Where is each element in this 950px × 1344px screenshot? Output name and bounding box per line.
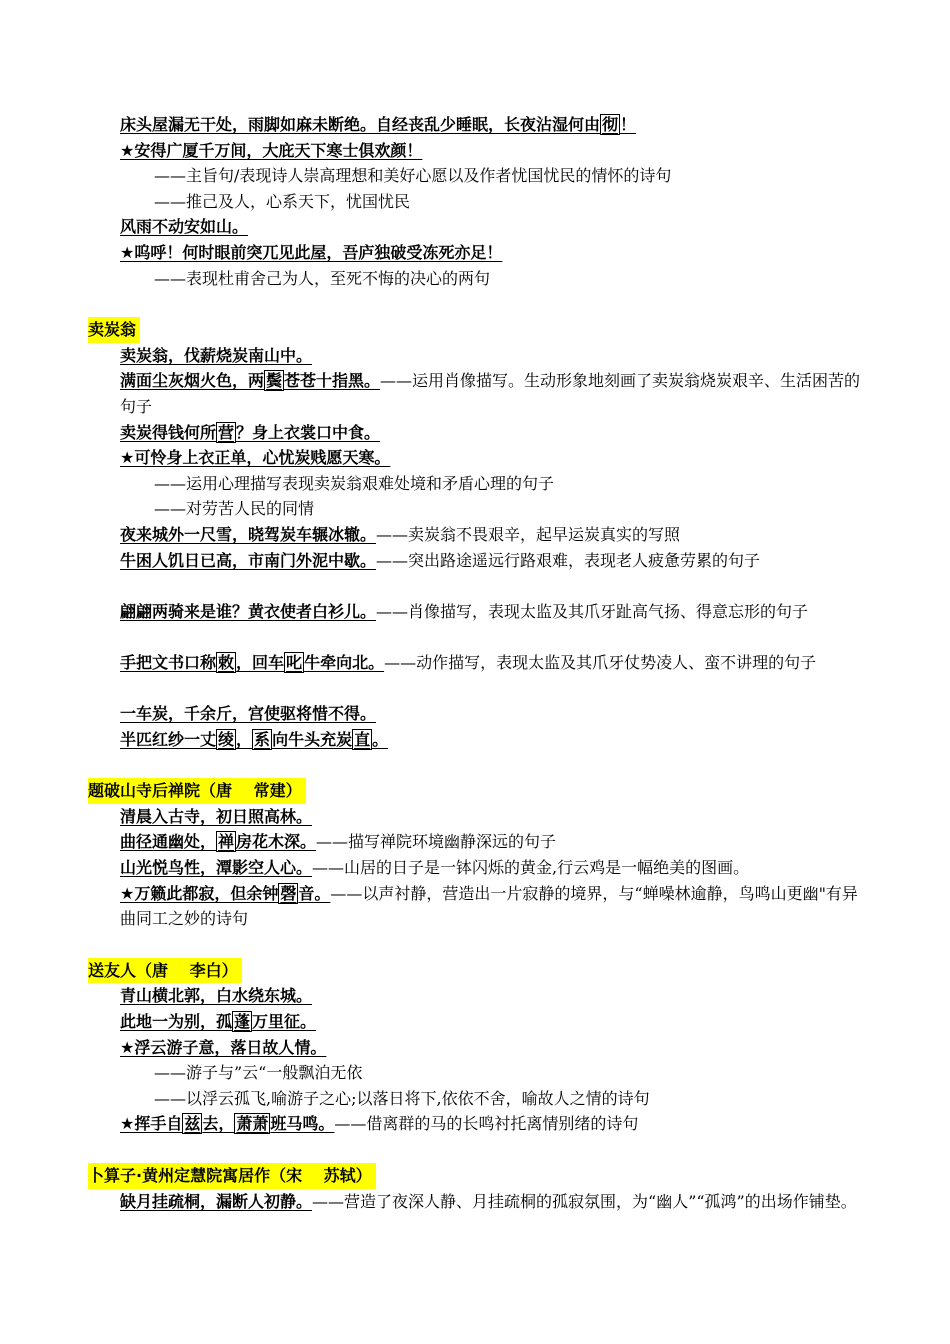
verse-text: 风雨不动安如山。 (120, 217, 249, 237)
annotation: ——游子与”云“一般飘泊无依 (154, 1063, 363, 1083)
boxed-char: 绫 (218, 729, 235, 749)
verse-line (88, 112, 868, 138)
verse-line (88, 829, 868, 855)
boxed-char: 敕 (218, 652, 235, 672)
verse-text: 手把文书口称 敕 ，回车 叱 牛牵向北。 (120, 652, 385, 672)
boxed-char: 萧萧 (236, 1114, 269, 1134)
verse-text: 满面尘灰烟火色，两 鬓 苍苍十指黑。 (120, 371, 381, 391)
boxed-char: 兹 (184, 1114, 201, 1134)
verse-text: 清晨入古寺，初日照高林。 (120, 806, 313, 826)
section-title (88, 778, 868, 804)
annotation: ——运用心理描写表现卖炭翁艰难处境和矛盾心理的句子 (154, 473, 555, 493)
boxed-char: 彻 (602, 115, 619, 134)
annotation: ——推己及人，心系天下，忧国忧民 (154, 191, 411, 211)
annotation: ——山居的日子是一钵闪烁的黄金,行云鸡是一幅绝美的图画。 (312, 858, 750, 878)
verse-line (88, 1111, 868, 1137)
verse-line (88, 1009, 868, 1035)
annotation: ——表现杜甫舍己为人，至死不悔的决心的两句 (154, 268, 491, 288)
annotation: ——描写禅院环境幽静深远的句子 (316, 832, 557, 852)
boxed-char: 营 (218, 422, 235, 442)
verse-text: 半匹红纱一丈 绫 ， 系 向牛头充炭 直 。 (120, 729, 389, 749)
verse-line (88, 1035, 868, 1061)
section-title (88, 958, 868, 984)
boxed-char: 系 (254, 729, 271, 749)
verse-line (88, 1189, 868, 1240)
annotation: ——动作描写，表现太监及其爪牙仗势凌人、蛮不讲理的句子 (384, 652, 817, 672)
verse-text: 山光悦鸟性，潭影空人心。 (120, 858, 313, 878)
annotation: ——运用肖像描写。生动形象地刻画了卖炭翁烧炭艰辛、生活困苦的句子 (120, 371, 861, 416)
section-title (88, 1163, 868, 1189)
verse-text: 卖炭翁，伐薪烧炭南山中。 (120, 345, 313, 365)
verse-line (88, 650, 868, 701)
verse-line (88, 548, 868, 599)
verse-line (88, 881, 868, 932)
annotation: ——营造了夜深人静、月挂疏桐的孤寂氛围，为“幽人”“孤鸿”的出场作铺垫。 (312, 1191, 857, 1211)
verse-text: ★呜呼！何时眼前突兀见此屋，吾庐独破受冻死亦足！ (120, 242, 503, 262)
section-title-text: 卜算子·黄州定慧院寓居作（宋 苏轼） (88, 1163, 376, 1189)
boxed-char: 磬 (280, 883, 297, 903)
verse-text: ★安得广厦千万间，大庇天下寒士俱欢颜！ (120, 140, 423, 160)
verse-text: 曲径通幽处， 禅 房花木深。 (120, 832, 317, 852)
verse-text: ★万籁此都寂，但余钟 磬 音。 (120, 883, 331, 903)
verse-line (88, 522, 868, 548)
verse-line (88, 983, 868, 1009)
verse-line (88, 445, 868, 471)
verse-text: 夜来城外一尺雪，晓驾炭车辗冰辙。 (120, 524, 377, 544)
annotation: ——以浮云孤飞,喻游子之心;以落日将下,依依不舍，喻故人之情的诗句 (154, 1088, 650, 1108)
verse-text: ★挥手自 兹 去， 萧萧 班马鸣。 (120, 1114, 335, 1134)
boxed-char: 叱 (286, 652, 303, 672)
verse-text: 卖炭得钱何所 营 ？身上衣裳口中食。 (120, 422, 381, 442)
boxed-char: 直 (354, 729, 371, 749)
verse-text: 翩翩两骑来是谁？黄衣使者白衫儿。 (120, 601, 377, 621)
verse-text: ★浮云游子意，落日故人情。 (120, 1037, 327, 1057)
verse-line (88, 804, 868, 830)
verse-text: ★可怜身上衣正单，心忧炭贱愿天寒。 (120, 448, 391, 468)
annotation: ——借离群的马的长鸣衬托离情别绪的诗句 (334, 1114, 639, 1134)
section-title (88, 317, 868, 343)
boxed-char: 鬓 (266, 371, 283, 391)
verse-text: 床头屋漏无干处，雨脚如麻未断绝。自经丧乱少睡眠，长夜沾湿何由 彻 ！ (120, 115, 637, 134)
annotation: ——对劳苦人民的同情 (154, 499, 315, 519)
verse-line (88, 420, 868, 446)
verse-line (88, 214, 868, 240)
verse-text: 一车炭，千余斤，宫使驱将惜不得。 (120, 704, 377, 724)
boxed-char: 蓬 (234, 1012, 251, 1031)
document-page (88, 112, 868, 1240)
verse-line (88, 701, 868, 727)
verse-text: 此地一为别，孤 蓬 万里征。 (120, 1012, 317, 1031)
section-title-text: 送友人（唐 李白） (88, 958, 242, 984)
verse-text: 缺月挂疏桐，漏断人初静。 (120, 1191, 313, 1211)
verse-line (88, 343, 868, 369)
annotation: ——卖炭翁不畏艰辛，起早运炭真实的写照 (376, 524, 681, 544)
section-title-text: 卖炭翁 (88, 317, 140, 343)
verse-line (88, 240, 868, 266)
annotation: ——肖像描写，表现太监及其爪牙趾高气扬、得意忘形的句子 (376, 601, 809, 621)
boxed-char: 禅 (218, 832, 235, 852)
verse-line (88, 855, 868, 881)
verse-line (88, 138, 868, 164)
verse-text: 牛困人饥日已高，市南门外泥中歇。 (120, 550, 377, 570)
verse-line (88, 599, 868, 650)
annotation: ——以声衬静，营造出一片寂静的境界，与“蝉噪林逾静，鸟鸣山更幽"有异曲同工之妙的诗句 (120, 883, 858, 929)
verse-text: 青山横北郭，白水绕东城。 (120, 986, 313, 1006)
annotation: ——主旨句/表现诗人崇高理想和美好心愿以及作者忧国忧民的情怀的诗句 (154, 166, 672, 186)
annotation: ——突出路途遥远行路艰难，表现老人疲惫劳累的句子 (376, 550, 761, 570)
verse-line (88, 368, 868, 419)
section-title-text: 题破山寺后禅院（唐 常建） (88, 778, 306, 804)
verse-line (88, 727, 868, 753)
